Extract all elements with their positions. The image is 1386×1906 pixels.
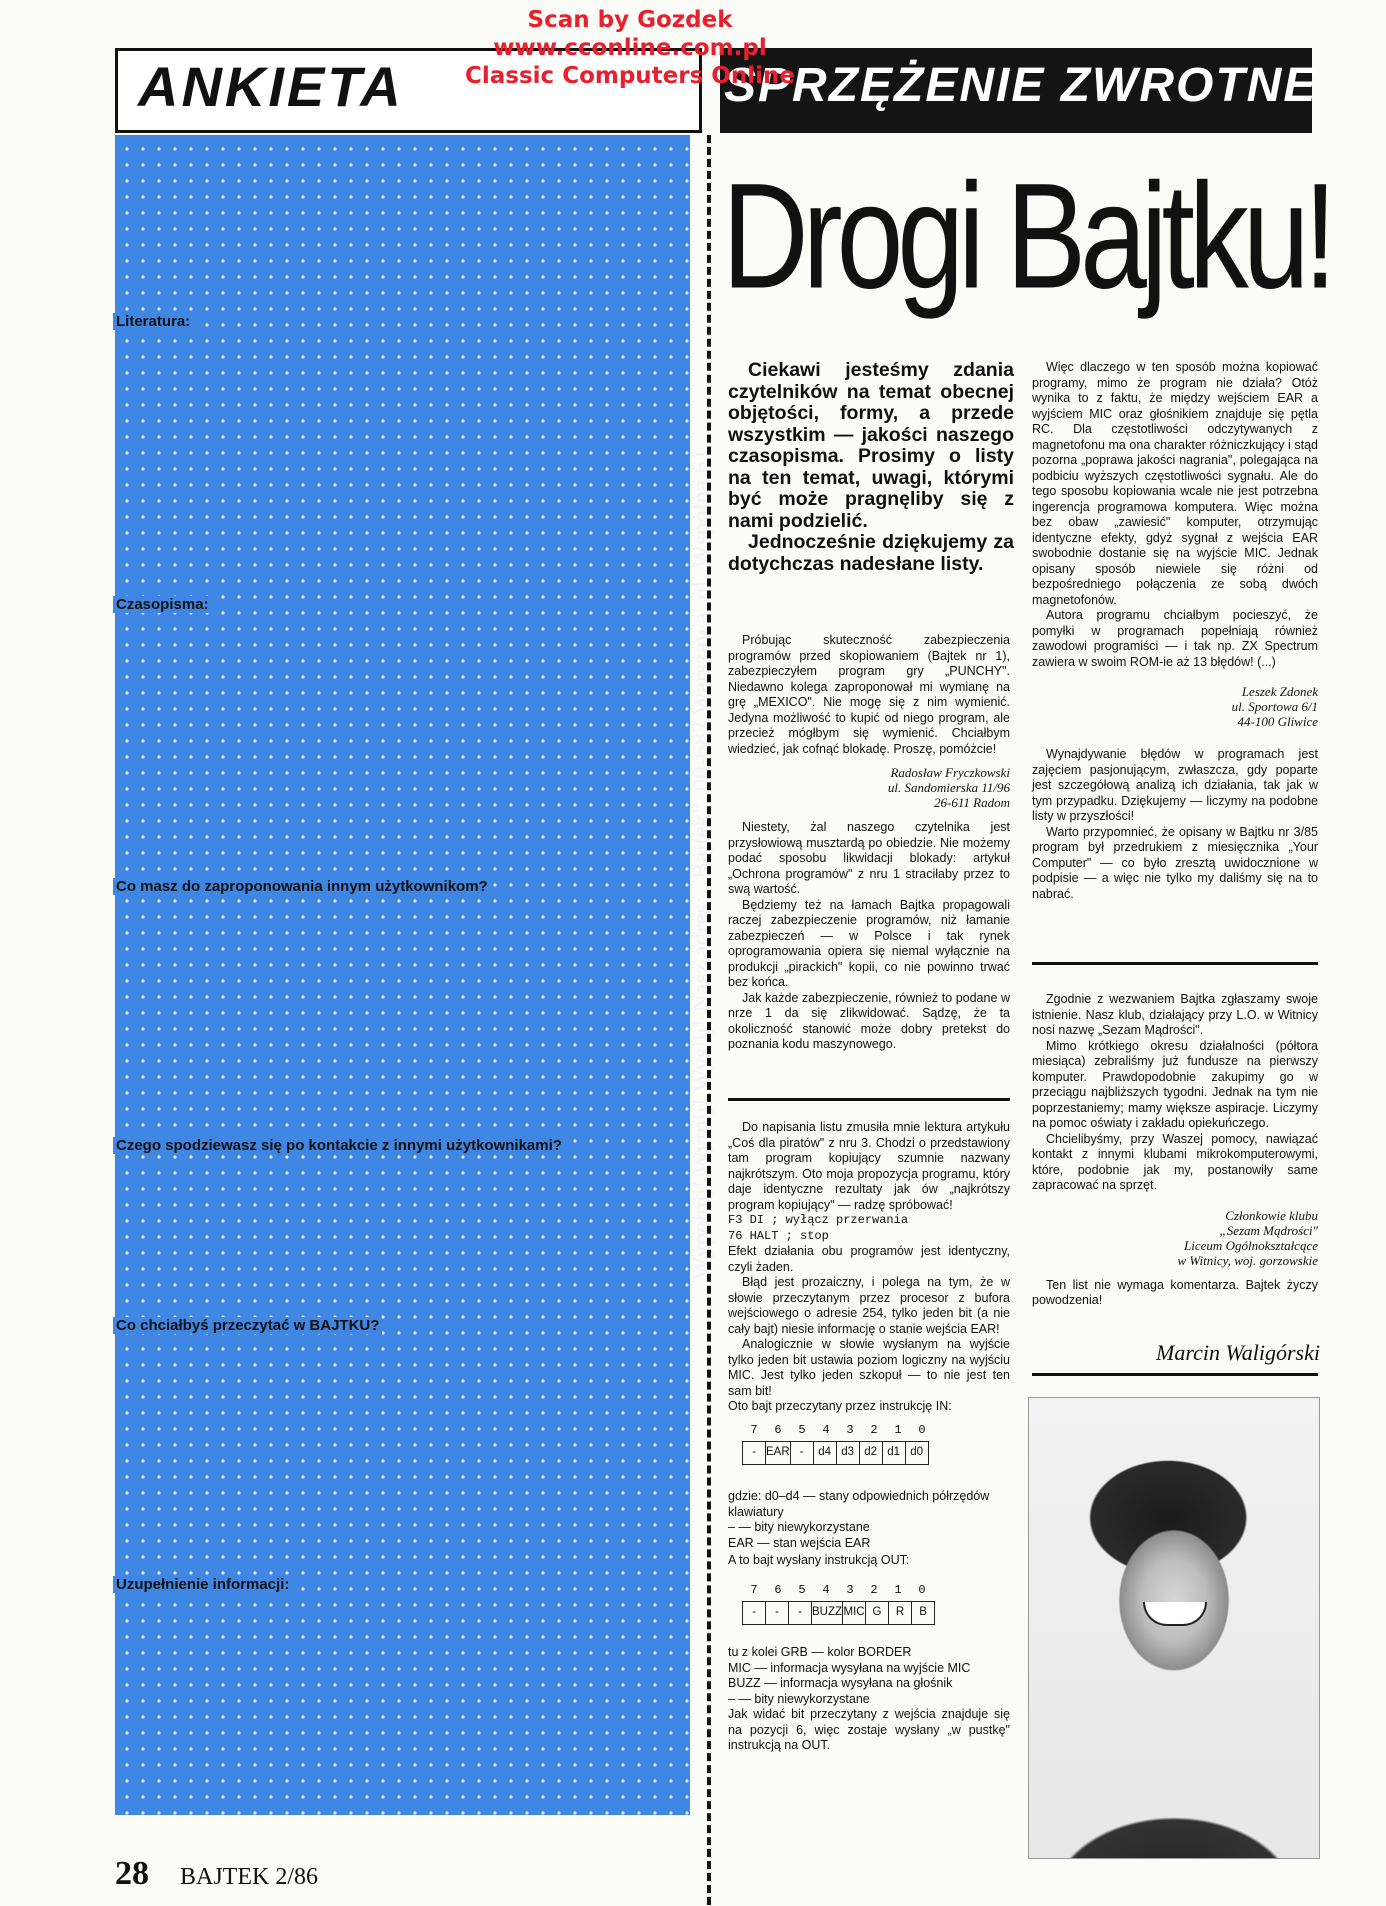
letter-signature: Leszek Zdonek ul. Sportowa 6/1 44-100 Gliwice (1231, 684, 1318, 729)
bit-cell: B (912, 1602, 935, 1625)
bit-cell: d0 (905, 1442, 928, 1465)
magazine-issue: BAJTEK 2/86 (180, 1864, 318, 1890)
reply-paragraph: Będziemy też na łamach Bajtka propagowali raczej zabezpieczenie programów, niż łamanie zabezpieczeń — w Polsce i tak rynek oprogramowania opiera się niemal wyłącznie na produkcji „pirackich" kopii, co nie powinno trwać bez końca. (728, 897, 1010, 989)
scan-watermark (440, 6, 820, 90)
bit-cell: d2 (859, 1442, 882, 1465)
letter-paragraph: Błąd jest prozaiczny, i polega na tym, że w słowie przeczytanym przez procesor z bufora wejściowego o adresie 254, tylko jeden bit (a nie cały bajt) niesie informację o stanie wejścia EAR! (728, 1275, 1010, 1336)
letter-signature: Radosław Fryczkowski ul. Sandomierska 11/96 26-611 Radom (887, 765, 1010, 810)
reply-paragraph: Wynajdywanie błędów w programach jest zajęciem pasjonującym, zwłaszcza, gdy poparte jest szczegółową analizą ich działania, tak jak w tym przypadku. Dziękujemy — liczymy na podobne listy w przyszłości! (1032, 747, 1318, 823)
bit-cell: - (790, 1442, 813, 1465)
letter-paragraph: Próbując skuteczność zabezpieczenia programów przed skopiowaniem (Bajtek nr 1), zabezpieczyłem program gry „PUNCHY". Niedawno kolega zaproponował mi wymianę na grę „MEXICO". Nie mogę się z nim wymienić. Jedyna możliwość to kupić od niego program, ale przecież mógłbym się wymienić. Chciałbym wiedzieć, jak cofnąć blokadę. Proszę, pomóżcie! (728, 633, 1010, 756)
survey-form-panel (115, 135, 690, 1815)
article-author: Marcin Waligórski (1156, 1340, 1320, 1365)
letter-paragraph: Mimo krótkiego okresu działalności (półtora miesiąca) zebraliśmy już fundusze na pierwszy komputer. Prawdopodobnie zakupimy go w przeciągu najbliższych tygodni. Jednak na tym nie poprzestaniemy; mamy większe aspiracje. Liczymy na pomoc oświaty i zakładu opiekuńczego. (1032, 1038, 1318, 1130)
bit-cell: BUZZ (812, 1602, 843, 1625)
out-intro: A to bajt wysłany instrukcją OUT: (728, 1553, 910, 1567)
survey-field-label: Co masz do zaproponowania innym użytkownikom? (113, 878, 491, 895)
out-byte-table (742, 1601, 935, 1625)
letter-signature: Członkowie klubu „Sezam Mądrości" Liceum Ogólnokształcące w Witnicy, woj. gorzowskie (1177, 1207, 1318, 1268)
reply-paragraph: Jak każde zabezpieczenie, również to podane w nrze 1 da się zlikwidować. Sądzę, że ta okoliczność stanowić może dobry pretekst do poznania kodu maszynowego. (728, 990, 1010, 1051)
article-column-2b (1032, 992, 1318, 1309)
code-line: F3 DI ; wyłącz przerwania (728, 1213, 909, 1227)
letter-paragraph: Analogicznie w słowie wysłanym na wyjście tylko jeden bit ustawia poziom logiczny na wyjściu MIC. Jest tylko jeden szkopuł — to nie jest ten sam bit! (728, 1337, 1010, 1398)
bit-cell: - (743, 1602, 766, 1625)
bit-cell: R (889, 1602, 912, 1625)
survey-field-label: Uzupełnienie informacji: (113, 1576, 292, 1593)
article-column-1 (728, 633, 1010, 1053)
author-photo (1028, 1397, 1320, 1859)
in-bit-numbers: 7 6 5 4 3 2 1 0 (750, 1422, 926, 1437)
bit-cell: - (789, 1602, 812, 1625)
mailing-address: Wypełnij! Wytnij! Wyślij! Nasz adres: „Bajtek", 00-687 Warszawa, ul. Wspólna 61 (688, 448, 715, 1280)
article-lead (728, 360, 1014, 575)
bit-cell: EAR (766, 1442, 791, 1465)
lead-paragraph: Jednocześnie dziękujemy za dotychczas nadesłane listy. (728, 531, 1014, 575)
reply-paragraph: Warto przypomnieć, że opisany w Bajtku nr 3/85 program był przedrukiem z miesięcznika „Your Computer" — co było zresztą uwidocznione w podpisie — a więc nie tylko my daliśmy się na to nabrać. (1032, 824, 1318, 901)
letter-paragraph: Do napisania listu zmusiła mnie lektura artykułu „Coś dla piratów" z nru 3. Chodzi o przedstawiony tam program kopiujący szumnie nazwany najkrótszym. Oto moja propozycja programu, który daje identyczne rezultaty jak ów „najkrótszy program kopiujący" — radzę spróbować! (728, 1120, 1010, 1212)
bit-cell: - (743, 1442, 766, 1465)
survey-field-label: Literatura: (113, 313, 193, 330)
section-divider (1032, 962, 1318, 965)
bit-cell: MIC (843, 1602, 866, 1625)
section-divider (1032, 1373, 1318, 1376)
bit-cell: - (766, 1602, 789, 1625)
watermark-line: Classic Computers Online (465, 63, 795, 89)
survey-field-label: Czego spodziewasz się po kontakcie z innymi użytkownikami? (113, 1137, 565, 1154)
survey-field-label: Co chciałbyś przeczytać w BAJTKU? (113, 1317, 382, 1334)
lead-paragraph: Ciekawi jesteśmy zdania czytelników na temat obecnej objętości, formy, a przede wszystkim — jakości naszego czasopisma. Prosimy o listy na ten temat, uwagi, którymi być może pragnęliby się z nami podzielić. (728, 359, 1014, 532)
article-column-1b (728, 1120, 1010, 1754)
letter-paragraph: Chcielibyśmy, przy Waszej pomocy, nawiązać kontakt z innymi klubami mikrokomputerowymi, które, podobnie jak my, postanowiły same zapracować na sprzęt. (1032, 1131, 1318, 1192)
feedback-title: SPRZĘŻENIE ZWROTNE (724, 59, 1318, 112)
section-divider (728, 1098, 1010, 1101)
reply-paragraph: Niestety, żal naszego czytelnika jest przysłowiową musztardą po obiedzie. Nie możemy podać sposobu likwidacji blokady: artykuł „Ochrona programów" z nru 1 straciłaby przez to swą wartość. (728, 820, 1010, 896)
in-byte-legend: gdzie: d0–d4 — stany odpowiednich półrzędów klawiatury – — bity niewykorzystane EAR — stan wejścia EAR (728, 1489, 990, 1550)
in-byte-table (742, 1441, 929, 1465)
page-number: 28 (115, 1855, 149, 1892)
letter-paragraph: Zgodnie z wezwaniem Bajtka zgłaszamy swoje istnienie. Nasz klub, działający przy L.O. w Witnicy nosi nazwę „Sezam Mądrości". (1032, 992, 1318, 1037)
letter-paragraph: Więc dlaczego w ten sposób można kopiować programy, mimo że program nie działa? Otóż wynika to z faktu, że między wejściem EAR a wyjściem MIC oraz głośnikiem znajduje się pętla RC. Dla częstotliwości odczytywanych z magnetofonu ma ona charakter różniczkujący i stąd pozorna „poprawa jakości nagrania", polegająca na podbiciu wyższych częstotliwości sygnału. Ale do tego sposobu kopiowania wcale nie jest potrzebna ingerencja programowa komputera. Więc można bez obaw „zawiesić" komputer, otrzymując identyczne efekty, gdyż sygnał z wejścia EAR swobodnie dostanie się na wyjście MIC. Jednak opisany sposób niewiele się różni od bezpośredniego połączenia ze sobą dwóch magnetofonów. (1032, 360, 1318, 607)
watermark-line: www.cconline.com.pl (493, 35, 767, 61)
code-line: 76 HALT ; stop (728, 1228, 829, 1243)
letter-paragraph: Efekt działania obu programów jest identyczny, czyli żaden. (728, 1244, 1010, 1274)
survey-title: ANKIETA (138, 55, 404, 118)
survey-field-label: Czasopisma: (113, 596, 212, 613)
letter-paragraph: Oto bajt przeczytany przez instrukcję IN: (728, 1399, 952, 1413)
watermark-line: Scan by Gozdek (527, 7, 733, 33)
out-bit-numbers: 7 6 5 4 3 2 1 0 (750, 1582, 926, 1597)
article-column-2 (1032, 360, 1318, 902)
bit-cell: G (866, 1602, 889, 1625)
letter-paragraph: Jak widać bit przeczytany z wejścia znajduje się na pozycji 6, więc zostaje wysłany „w pustkę" instrukcją na OUT. (728, 1707, 1010, 1752)
out-byte-legend: tu z kolei GRB — kolor BORDER MIC — informacja wysyłana na wyjście MIC BUZZ — informacja wysyłana na głośnik – — bity niewykorzystane (728, 1645, 971, 1706)
bit-cell: d1 (882, 1442, 905, 1465)
article-title: Drogi Bajtku! (722, 152, 1331, 320)
reply-paragraph: Ten list nie wymaga komentarza. Bajtek życzy powodzenia! (1032, 1277, 1318, 1307)
bit-cell: d4 (813, 1442, 836, 1465)
letter-paragraph: Autora programu chciałbym pocieszyć, że pomyłki w programach popełniają również zawodowi programiści — i tak np. ZX Spectrum zawiera w swoim ROM-ie aż 13 błędów! (...) (1032, 608, 1318, 669)
bit-cell: d3 (836, 1442, 859, 1465)
cut-line (707, 135, 711, 1905)
